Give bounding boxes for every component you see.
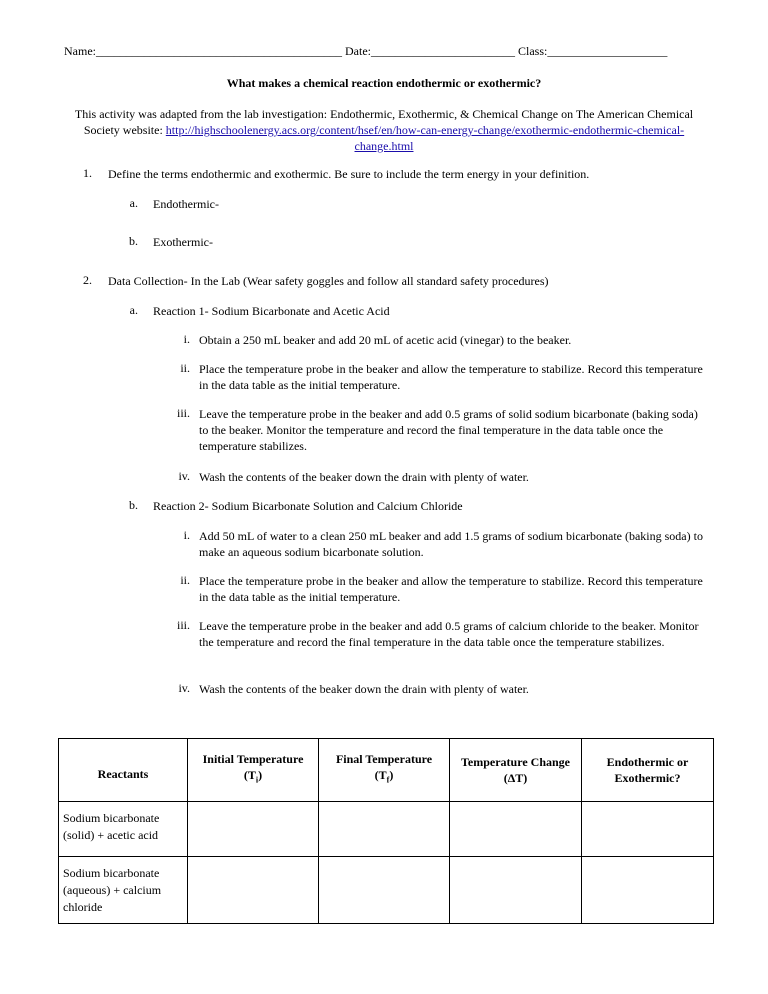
- r1-step-text: Leave the temperature probe in the beaker and add 0.5 grams of solid sodium bicarbonate (baking soda) to the beaker. Monitor the temperature and record the final temperature in the data table once the temperature stabilizes.: [199, 407, 698, 453]
- worksheet-title: What makes a chemical reaction endothermic or exothermic?: [226, 76, 542, 90]
- header-reactants: Reactants: [59, 739, 188, 802]
- r2-step-text: Place the temperature probe in the beaker and allow the temperature to stabilize. Record this temperature in the data table as the initial temperature.: [199, 574, 703, 604]
- temp-change-cell[interactable]: [450, 802, 582, 857]
- name-field[interactable]: Name:_________________________________________: [64, 44, 342, 58]
- header-change-label: Temperature Change: [461, 755, 570, 769]
- r1-step-marker: iv.: [178, 469, 190, 483]
- header-final-subscript: f: [386, 775, 390, 785]
- r2-step-text: Leave the temperature probe in the beaker and add 0.5 grams of calcium chloride to the beaker. Monitor the temperature and record the final temperature in the data table once the temperature stabilizes.: [199, 619, 699, 649]
- r1-step-text: Place the temperature probe in the beaker and allow the temperature to stabilize. Record this temperature in the data table as the initial temperature.: [199, 362, 703, 392]
- table-row: [59, 802, 714, 857]
- reactants-cell: Sodium bicarbonate (aqueous) + calcium chloride: [59, 857, 188, 924]
- r1-step-text: Obtain a 250 mL beaker and add 20 mL of acetic acid (vinegar) to the beaker.: [199, 333, 572, 347]
- reaction-1-heading: Reaction 1- Sodium Bicarbonate and Acetic Acid: [153, 304, 390, 318]
- endo-exo-cell[interactable]: [582, 802, 714, 857]
- final-temp-cell[interactable]: [319, 802, 450, 857]
- r2-step-marker: iii.: [176, 618, 190, 632]
- r2-step-text: Add 50 mL of water to a clean 250 mL beaker and add 1.5 grams of sodium bicarbonate (baking soda) to make an aqueous sodium bicarbonate solution.: [199, 529, 703, 559]
- r2-step-text: Wash the contents of the beaker down the drain with plenty of water.: [199, 682, 529, 696]
- initial-temp-cell[interactable]: [188, 802, 319, 857]
- r2-step-marker: ii.: [180, 573, 190, 587]
- question-2-number: 2.: [83, 273, 92, 287]
- header-initial-temperature: Initial Temperature $(T_i)$: [188, 739, 319, 802]
- reaction-2-heading: Reaction 2- Sodium Bicarbonate Solution and Calcium Chloride: [153, 499, 463, 513]
- header-change-symbol: (ΔT): [503, 771, 528, 785]
- r2-step-marker: i.: [183, 528, 190, 542]
- question-1-text: Define the terms endothermic and exothermic. Be sure to include the term energy in your definition.: [108, 167, 590, 181]
- question-1-number: 1.: [83, 166, 92, 180]
- data-table: [58, 738, 714, 924]
- reaction-2-marker: b.: [129, 498, 138, 512]
- endothermic-prompt: Endothermic-: [153, 197, 219, 211]
- final-temp-cell[interactable]: [319, 857, 450, 924]
- acs-link[interactable]: http://highschoolenergy.acs.org/content/hsef/en/how-can-energy-change/exothermic-endothermic-chemical-change.html: [165, 123, 685, 153]
- r1-step-marker: i.: [183, 332, 190, 346]
- r1-step-text: Wash the contents of the beaker down the drain with plenty of water.: [199, 470, 529, 484]
- header-final-label: Final Temperature: [335, 752, 433, 767]
- r1-step-marker: ii.: [180, 361, 190, 375]
- header-final-symbol: (T: [374, 768, 387, 783]
- reaction-1-marker: a.: [129, 303, 138, 317]
- initial-temp-cell[interactable]: [188, 857, 319, 924]
- question-2-text: Data Collection- In the Lab (Wear safety goggles and follow all standard safety procedures): [108, 274, 549, 288]
- header-initial-subscript: i: [255, 775, 259, 785]
- intro-text: This activity was adapted from the lab investigation: Endothermic, Exothermic, & Chemical Change on The American Chemical Society website:: [74, 107, 694, 137]
- header-endo-exo: Endothermic or Exothermic?: [582, 739, 714, 802]
- temp-change-cell[interactable]: [450, 857, 582, 924]
- r2-step-marker: iv.: [178, 681, 190, 695]
- student-info-line: [64, 44, 704, 59]
- intro-paragraph: [64, 106, 704, 154]
- header-initial-symbol: (T: [243, 768, 256, 783]
- table-header-row: [59, 739, 714, 802]
- header-final-temperature: Final Temperature $(T_f)$: [319, 739, 450, 802]
- table-row: [59, 857, 714, 924]
- r1-step-marker: iii.: [176, 406, 190, 420]
- endo-exo-cell[interactable]: [582, 857, 714, 924]
- header-temperature-change: [450, 739, 582, 802]
- date-field[interactable]: Date:________________________: [345, 44, 515, 58]
- question-1b-marker: b.: [129, 234, 138, 248]
- header-initial-label: Initial Temperature: [202, 752, 304, 767]
- reactants-cell: Sodium bicarbonate (solid) + acetic acid: [59, 802, 188, 857]
- exothermic-prompt: Exothermic-: [153, 235, 213, 249]
- question-1a-marker: a.: [129, 196, 138, 210]
- class-field[interactable]: Class:____________________: [518, 44, 668, 58]
